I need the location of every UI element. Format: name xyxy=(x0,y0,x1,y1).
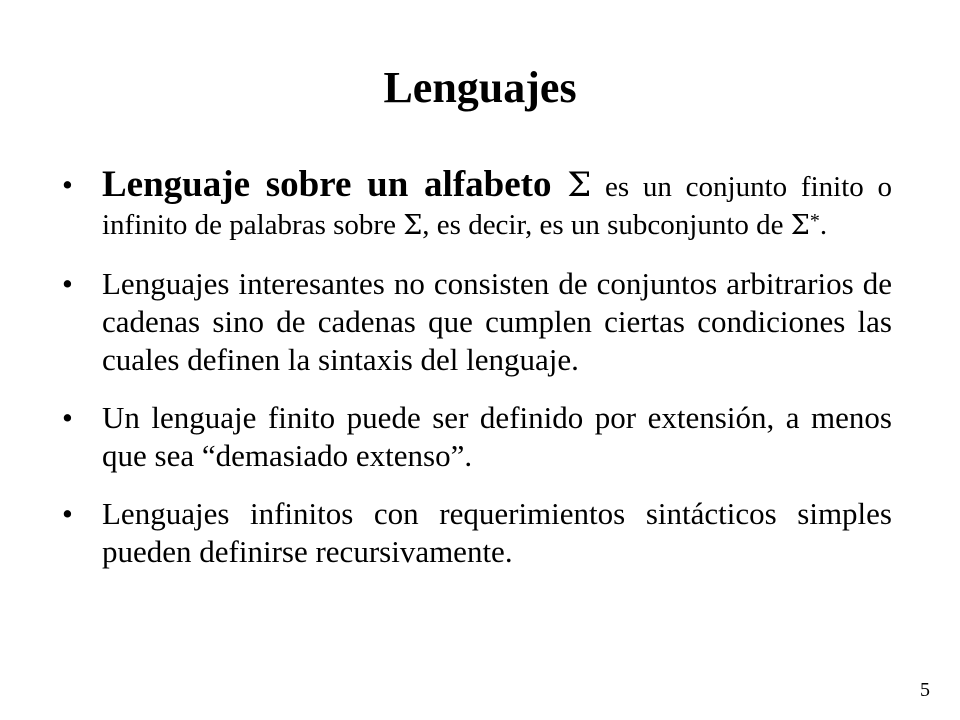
bullet-text: Lenguajes interesantes no consisten de conjuntos arbitrarios de cadenas sino de cadenas que cumplen ciertas condiciones las cuales definen la sintaxis del lenguaje. xyxy=(102,266,892,377)
bullet-lead-bold xyxy=(102,164,591,205)
sigma-symbol: Σ xyxy=(790,210,810,241)
sigma-symbol: Σ xyxy=(567,165,592,205)
bullet-text-part-a: es un conjunto finito o infinito de palabras sobre xyxy=(102,171,892,241)
bullet-text: Lenguajes infinitos con requerimientos sintácticos simples pueden definirse recursivamente. xyxy=(102,496,892,569)
bullet-dot-icon: • xyxy=(62,400,73,435)
bullet-dot-icon: • xyxy=(62,167,73,202)
bullet-item-finite-language xyxy=(62,399,892,475)
bullet-item-interesting-languages xyxy=(62,265,892,379)
bullet-text-part-c: . xyxy=(819,209,828,241)
bullet-item-infinite-languages xyxy=(62,495,892,571)
sigma-symbol: Σ xyxy=(403,210,423,241)
slide-title: Lenguajes xyxy=(383,63,577,112)
bullet-text: Un lenguaje finito puede ser definido por extensión, a menos que sea “demasiado extenso”. xyxy=(102,400,892,473)
page-number: 5 xyxy=(920,679,930,701)
lead-text: Lenguaje sobre un alfabeto xyxy=(102,164,552,205)
bullet-item-language-definition xyxy=(62,166,892,245)
bullet-dot-icon: • xyxy=(62,496,73,531)
bullet-text-part-b: , es decir, es un subconjunto de xyxy=(422,209,791,241)
bullet-list xyxy=(62,166,892,571)
kleene-star: * xyxy=(809,210,820,232)
bullet-dot-icon: • xyxy=(62,266,73,301)
